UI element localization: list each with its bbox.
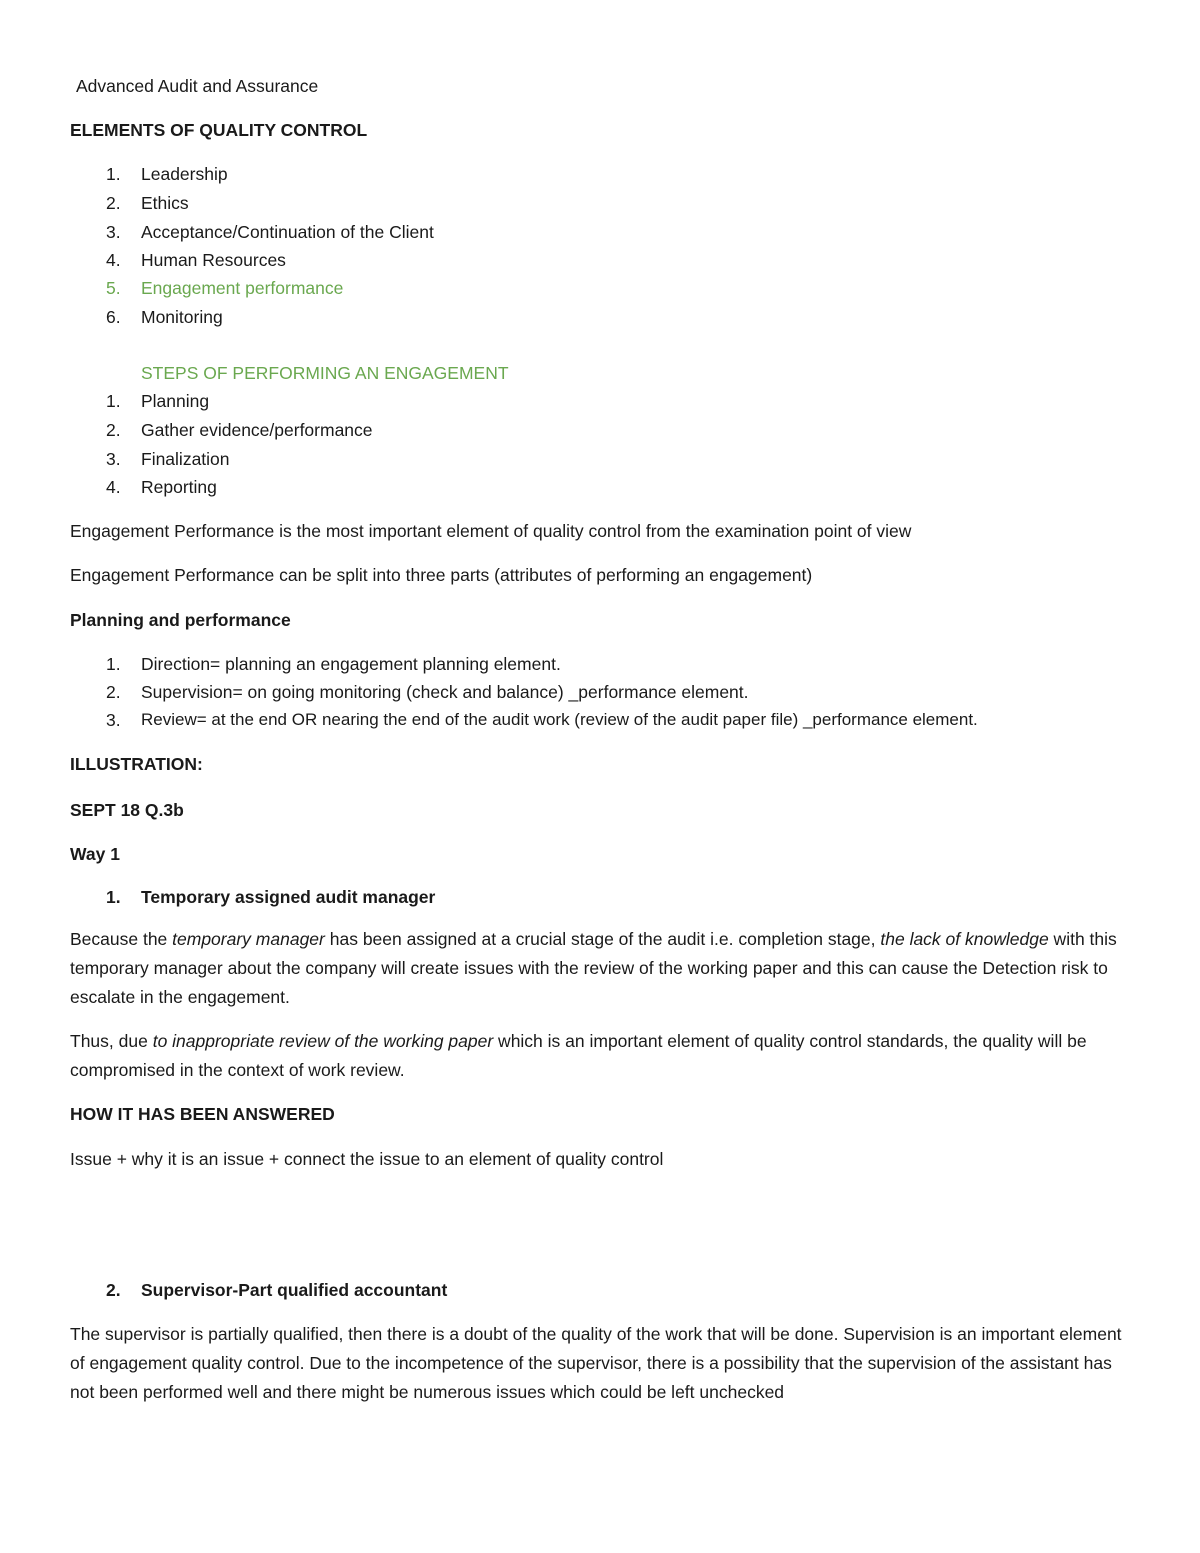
list-text: Direction= planning an engagement planning element. [141,654,561,674]
course-title: Advanced Audit and Assurance [76,76,319,96]
list-text: Ethics [141,193,189,213]
how-answered-heading: HOW IT HAS BEEN ANSWERED [70,1104,335,1124]
list-number: 6. [106,307,121,327]
body-paragraph [70,1027,1135,1085]
list-number: 2. [106,682,121,702]
intro-paragraph: Engagement Performance is the most important element of quality control from the examination point of view [70,521,912,541]
list-number: 3. [106,222,121,242]
planning-heading: Planning and performance [70,610,291,630]
point-number: 1. [106,887,121,907]
list-number: 5. [106,278,121,298]
body-paragraph [70,925,1135,1012]
list-number: 3. [106,449,121,469]
text-run: Because the [70,929,173,949]
italic-run: to inappropriate review of the working paper [152,1031,494,1051]
list-text: Finalization [141,449,230,469]
list-text: Supervision= on going monitoring (check and balance) _performance element. [141,682,749,702]
list-number: 3. [106,710,121,730]
list-number: 1. [106,164,121,184]
list-number: 2. [106,193,121,213]
list-text: Gather evidence/performance [141,420,373,440]
list-number: 4. [106,477,121,497]
italic-run: the lack of knowledge [880,929,1049,949]
list-text: Engagement performance [141,278,344,298]
intro-paragraph: Engagement Performance can be split into three parts (attributes of performing an engagement) [70,565,813,585]
list-number: 1. [106,391,121,411]
text-run: with this temporary manager about the company will create issues with the review of the working paper and this can cause the Detection risk to escalate in the engagement. [70,929,1117,1007]
question-reference: SEPT 18 Q.3b [70,800,184,820]
list-number: 4. [106,250,121,270]
text-run: Thus, due [70,1031,153,1051]
text-run: which is an important element of quality control standards, the quality will be compromised in the context of work review. [70,1031,1087,1080]
list-text: Leadership [141,164,228,184]
list-text: Acceptance/Continuation of the Client [141,222,434,242]
list-number: 2. [106,420,121,440]
point-title: Supervisor-Part qualified accountant [141,1280,448,1300]
list-text: Planning [141,391,210,411]
steps-heading: STEPS OF PERFORMING AN ENGAGEMENT [141,363,509,383]
quality-control-heading: ELEMENTS OF QUALITY CONTROL [70,120,368,140]
list-text: Human Resources [141,250,286,270]
illustration-heading: ILLUSTRATION: [70,754,203,774]
way-label: Way 1 [70,844,120,864]
list-text: Reporting [141,477,217,497]
list-text: Review= at the end OR nearing the end of the audit work (review of the audit paper file) _performance element. [141,710,978,729]
point-title: Temporary assigned audit manager [141,887,436,907]
text-run: has been assigned at a crucial stage of the audit i.e. completion stage, [324,929,881,949]
list-number: 1. [106,654,121,674]
italic-run: temporary manager [172,929,325,949]
body-paragraph: The supervisor is partially qualified, then there is a doubt of the quality of the work that will be done. Supervision is an important element of engagement quality control. Due to the incompetence of the supervisor, there is a possibility that the supervision of the assistant has not been performed well and there might be numerous issues which could be left unchecked [70,1324,1122,1402]
point-number: 2. [106,1280,121,1300]
how-answered-text: Issue + why it is an issue + connect the issue to an element of quality control [70,1149,664,1169]
list-text: Monitoring [141,307,223,327]
